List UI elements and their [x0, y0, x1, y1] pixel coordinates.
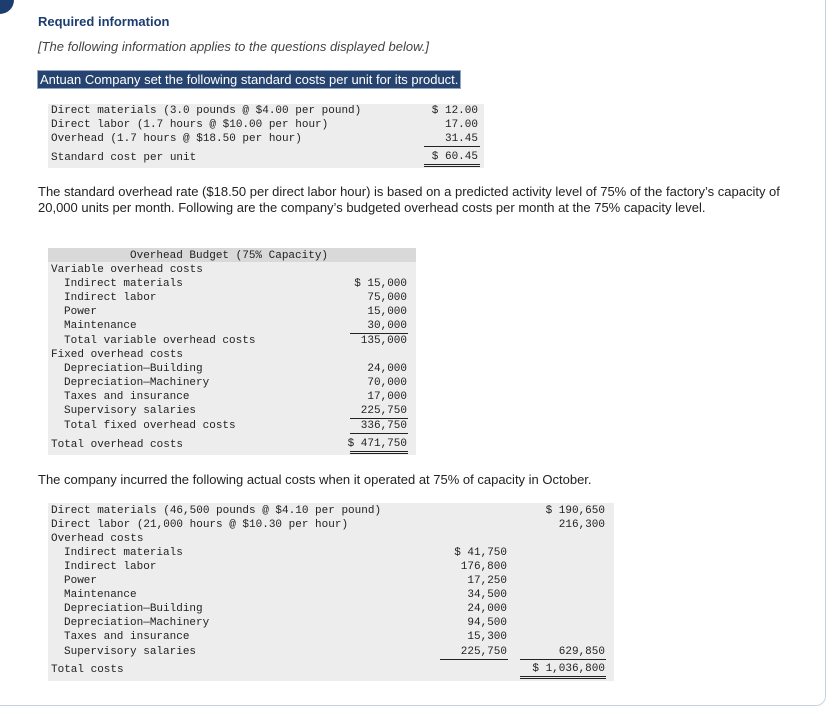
- actual-dm-label: Direct materials (46,500 pounds @ $4.10 per pound): [51, 505, 382, 517]
- actual-item-value: 94,500: [467, 617, 507, 629]
- budget-item-value: 30,000: [367, 320, 407, 332]
- total-costs-label: Total costs: [51, 664, 124, 676]
- required-information-heading: Required information: [38, 14, 170, 29]
- actual-item-label: Depreciation—Machinery: [64, 617, 210, 629]
- budget-item-value: 24,000: [367, 363, 407, 375]
- budget-item-label: Supervisory salaries: [64, 405, 197, 417]
- actual-item-label: Depreciation—Building: [64, 603, 203, 615]
- total-overhead-label: Total overhead costs: [51, 439, 184, 451]
- total-overhead-value: $ 471,750: [347, 438, 407, 450]
- total-variable-value: 135,000: [360, 335, 407, 347]
- actual-item-value: 176,800: [460, 561, 507, 573]
- actual-item-value: 15,300: [467, 631, 507, 643]
- std-row-label: Direct materials (3.0 pounds @ $4.00 per pound): [51, 105, 362, 117]
- total-costs-value: $ 1,036,800: [532, 663, 605, 675]
- actual-item-value: 24,000: [467, 603, 507, 615]
- actual-item-value: 17,250: [467, 575, 507, 587]
- budget-item-label: Depreciation—Machinery: [64, 377, 210, 389]
- actual-item-label: Maintenance: [64, 589, 137, 601]
- budget-item-label: Taxes and insurance: [64, 391, 190, 403]
- fixed-costs-header: Fixed overhead costs: [51, 349, 184, 361]
- budget-item-label: Depreciation—Building: [64, 363, 203, 375]
- std-row-label: Direct labor (1.7 hours @ $10.00 per hour): [51, 119, 329, 131]
- budget-item-value: 225,750: [360, 405, 407, 417]
- variable-costs-header: Variable overhead costs: [51, 264, 203, 276]
- actual-item-label: Supervisory salaries: [64, 646, 197, 658]
- budget-item-label: Indirect labor: [64, 292, 157, 304]
- actual-item-label: Indirect labor: [64, 561, 157, 573]
- actual-item-label: Indirect materials: [64, 547, 183, 559]
- actual-item-value: 225,750: [460, 646, 507, 658]
- budget-item-value: 75,000: [367, 292, 407, 304]
- budget-item-value: $ 15,000: [354, 278, 407, 290]
- actual-dl-value: 216,300: [558, 519, 605, 531]
- std-row-value: 31.45: [444, 133, 478, 145]
- std-total-label: Standard cost per unit: [51, 152, 197, 164]
- actual-item-label: Taxes and insurance: [64, 631, 190, 643]
- std-row-label: Overhead (1.7 hours @ $18.50 per hour): [51, 133, 302, 145]
- actual-dm-value: $ 190,650: [545, 505, 605, 517]
- actual-item-value: 34,500: [467, 589, 507, 601]
- highlighted-intro: Antuan Company set the following standard costs per unit for its product.: [37, 70, 461, 89]
- applies-note: [The following information applies to the questions displayed below.]: [38, 39, 429, 54]
- actual-costs-paragraph: The company incurred the following actual costs when it operated at 75% of capacity in October.: [38, 472, 592, 487]
- total-fixed-value: 336,750: [360, 420, 407, 432]
- std-row-value: $ 12.00: [431, 105, 478, 117]
- budget-item-label: Maintenance: [64, 320, 137, 332]
- budget-item-label: Power: [64, 306, 98, 318]
- actual-overhead-total: 629,850: [558, 646, 605, 658]
- budget-title: Overhead Budget (75% Capacity): [130, 250, 329, 262]
- budget-item-value: 17,000: [367, 391, 407, 403]
- actual-item-value: $ 41,750: [454, 547, 507, 559]
- std-total-value: $ 60.45: [431, 151, 478, 163]
- actual-dl-label: Direct labor (21,000 hours @ $10.30 per hour): [51, 519, 349, 531]
- actual-overhead-header: Overhead costs: [51, 533, 144, 545]
- budget-item-label: Indirect materials: [64, 278, 183, 290]
- budget-item-value: 15,000: [367, 306, 407, 318]
- std-row-value: 17.00: [444, 119, 478, 131]
- actual-item-label: Power: [64, 575, 98, 587]
- total-variable-label: Total variable overhead costs: [64, 335, 256, 347]
- overhead-rate-paragraph: The standard overhead rate ($18.50 per direct labor hour) is based on a predicted activity level of 75% of the factory’s capacity of 20,000 units per month. Following are the company’s budgeted overhead costs per month at the 75% capacity level.: [38, 184, 780, 215]
- total-fixed-label: Total fixed overhead costs: [64, 420, 236, 432]
- budget-item-value: 70,000: [367, 377, 407, 389]
